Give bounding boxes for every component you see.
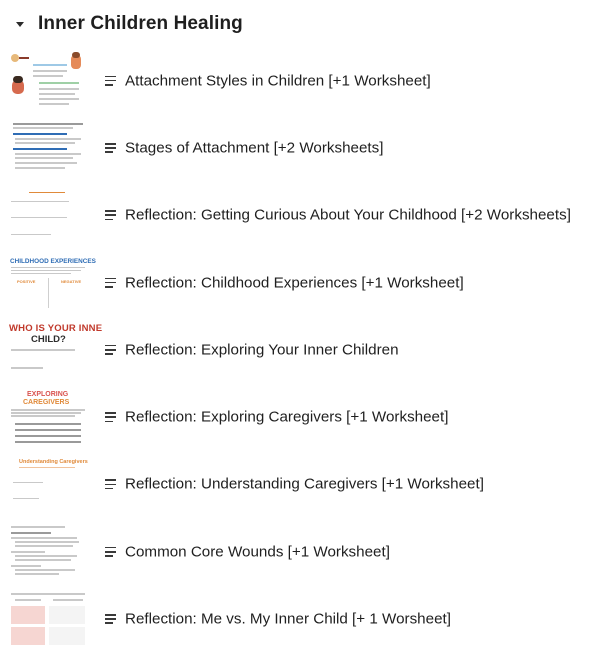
lesson-item[interactable]	[0, 249, 600, 316]
lesson-list	[0, 47, 600, 653]
lesson-item[interactable]	[0, 585, 600, 652]
caret-down-icon[interactable]	[16, 22, 24, 27]
thumbnail-label: POSITIVE	[17, 278, 36, 284]
lesson-menu-icon	[105, 614, 116, 624]
lesson-thumbnail	[9, 254, 96, 312]
lesson-item[interactable]	[0, 518, 600, 585]
lesson-thumbnail	[9, 523, 87, 581]
lesson-menu-icon	[105, 345, 116, 355]
lesson-menu-icon	[105, 547, 116, 557]
lesson-item[interactable]	[0, 383, 600, 450]
thumbnail-heading: CHILDHOOD EXPERIENCES	[10, 257, 96, 265]
lesson-menu-icon	[105, 210, 116, 220]
lesson-thumbnail	[9, 321, 103, 379]
lesson-menu-icon	[105, 479, 116, 489]
section-header[interactable]	[12, 10, 243, 38]
lesson-title: Reflection: Me vs. My Inner Child [+ 1 Worsheet]	[125, 610, 451, 628]
lesson-menu-icon	[105, 412, 116, 422]
lesson-menu-icon	[105, 143, 116, 153]
lesson-title: Reflection: Getting Curious About Your Childhood [+2 Worksheets]	[125, 206, 571, 224]
lesson-title: Attachment Styles in Children [+1 Worksheet]	[125, 72, 431, 90]
section-title: Inner Children Healing	[38, 13, 243, 34]
lesson-title: Reflection: Understanding Caregivers [+1 Worksheet]	[125, 475, 484, 493]
lesson-thumbnail	[9, 187, 87, 245]
lesson-title: Common Core Wounds [+1 Worksheet]	[125, 543, 390, 561]
lesson-title: Reflection: Childhood Experiences [+1 Worksheet]	[125, 274, 464, 292]
thumbnail-heading: WHO IS YOUR INNE	[9, 323, 103, 335]
lesson-title: Reflection: Exploring Caregivers [+1 Worksheet]	[125, 408, 449, 426]
lesson-thumbnail	[9, 456, 87, 514]
lesson-menu-icon	[105, 76, 116, 86]
lesson-thumbnail	[9, 52, 87, 110]
lesson-title: Reflection: Exploring Your Inner Children	[125, 341, 399, 359]
lesson-item[interactable]	[0, 47, 600, 114]
thumbnail-heading: CHILD?	[31, 334, 66, 346]
lesson-menu-icon	[105, 278, 116, 288]
lesson-item[interactable]	[0, 182, 600, 249]
lesson-title: Stages of Attachment [+2 Worksheets]	[125, 139, 384, 157]
lesson-thumbnail	[9, 590, 87, 648]
lesson-thumbnail	[9, 119, 87, 177]
thumbnail-heading: Understanding Caregivers	[19, 458, 88, 465]
lesson-thumbnail	[9, 388, 87, 446]
lesson-item[interactable]	[0, 114, 600, 181]
thumbnail-label: NEGATIVE	[61, 278, 82, 284]
thumbnail-heading: EXPLORING	[27, 391, 69, 399]
lesson-item[interactable]	[0, 451, 600, 518]
thumbnail-heading: CAREGIVERS	[23, 399, 70, 407]
lesson-item[interactable]	[0, 316, 600, 383]
